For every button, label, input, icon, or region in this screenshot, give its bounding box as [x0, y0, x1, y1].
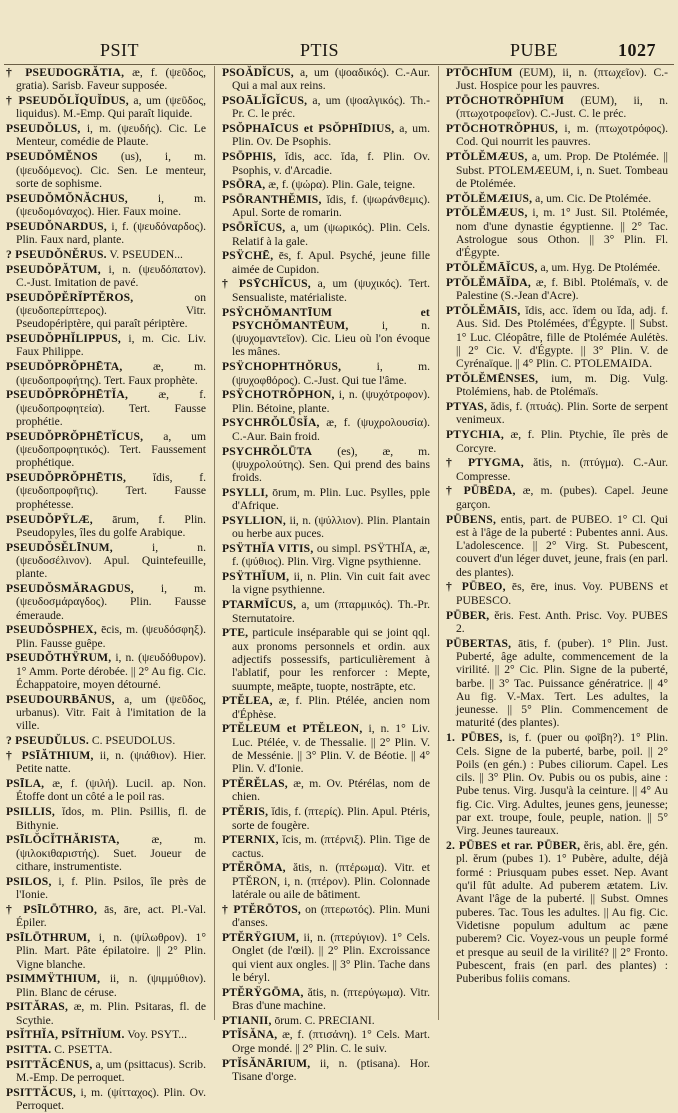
entry-headword: PTŌCHOTRŎPHUS,: [446, 122, 558, 136]
dictionary-entry: [6, 1000, 206, 1027]
dictionary-entry: [446, 192, 668, 205]
entry-definition: a, um (ψωρικός). Plin. Cels. Relatif à la gale.: [232, 221, 430, 248]
entry-definition: ĭdis, f. (ψευδοπροφῆτις). Tert. Fausse prophétesse.: [16, 471, 206, 511]
entry-headword: PSŎPHAĪCUS et PSŎPHĪDIUS,: [222, 122, 395, 136]
header-right-guideword: PUBE: [510, 40, 559, 60]
dictionary-entry: [222, 249, 430, 276]
entry-headword: PTĔLEA,: [222, 694, 273, 708]
entry-headword: PSEUDŎTHŸRUM,: [6, 651, 112, 665]
entry-definition: i, n. (ψευδόπατον). C.-Just. Imitation de pavé.: [16, 262, 206, 289]
dictionary-entry: [6, 332, 206, 359]
entry-definition: (us), i, m. (ψευδόμενος). Cic. Sen. Le menteur, sorte de sophisme.: [16, 150, 206, 190]
entry-definition: i, m. (ψευδομόναχος). Hier. Faux moine.: [16, 191, 206, 218]
entry-definition: ĕris. Fest. Anth. Prisc. Voy. PUBES 2.: [456, 608, 668, 635]
entry-headword: PSŌRĬCUS,: [222, 221, 286, 235]
entry-headword: PSŸTHĬUM,: [222, 570, 290, 584]
entry-headword: PSEUDŎPŸLÆ,: [6, 512, 93, 526]
dictionary-entry: [222, 514, 430, 541]
dictionary-entry: [446, 206, 668, 259]
entry-headword: PSĬTHĬA, PSĬTHĬUM.: [6, 1028, 125, 1042]
entry-headword: PSITĂRAS,: [6, 1000, 69, 1014]
entry-headword: PTĔLEUM et PTĔLEON,: [222, 722, 363, 736]
entry-definition: i, n. (ψευδόθυρον). 1° Amm. Porte dérobée. || 2° Au fig. Cic. Échappatoire, moyen détourné.: [16, 651, 206, 692]
dictionary-entry: [6, 1028, 206, 1041]
dictionary-entry: [222, 861, 430, 901]
entry-headword: † PSEUDOGRĂTIA,: [6, 66, 125, 79]
dictionary-entry: [222, 931, 430, 984]
entry-definition: on (πτερωτός). Plin. Muni d'anses.: [232, 902, 430, 930]
entry-headword: PSITTĂCĒNUS,: [6, 1058, 93, 1072]
entry-headword: PTYCHIA,: [446, 428, 504, 442]
entry-definition: a, um (ψευδοπροφητικός). Tert. Faussement prophétique.: [16, 429, 206, 470]
entry-headword: PSEUDŎSĔLĪNUM,: [6, 540, 113, 554]
entry-headword: PSEUDOURBĀNUS,: [6, 692, 115, 706]
entry-headword: PSOĀLĬGĬCUS,: [222, 94, 308, 108]
dictionary-entry: [222, 277, 430, 304]
dictionary-entry: [446, 637, 668, 730]
entry-headword: PTŌCHOTRŎPHĪUM: [446, 94, 565, 108]
entry-headword: PŪBER,: [446, 608, 490, 622]
dictionary-entry: [6, 833, 206, 873]
dictionary-entry: [6, 541, 206, 581]
entry-headword: PTŎLĔMÆUS,: [446, 150, 528, 164]
entry-headword: PSĪLŎCĬTHĂRISTA,: [6, 833, 120, 847]
dictionary-entry: [222, 486, 430, 513]
entry-headword: † PSĪLŌTHRO,: [6, 902, 98, 916]
entry-definition: i, m. (ψευδοσμάραγδος). Plin. Fausse émeraude.: [16, 581, 206, 622]
entry-headword: PSEUDŎPRŎPHĒTA,: [6, 360, 123, 374]
dictionary-entry: [446, 304, 668, 370]
entry-definition: ĭdos, m. Plin. Psillis, fl. de Bithynie.: [16, 805, 206, 832]
entry-definition: æ, f. (πτισάνη). 1° Cels. Mart. Orge mondé. || 2° Plin. C. le suiv.: [232, 1028, 430, 1055]
dictionary-entry: [222, 722, 430, 775]
entry-definition: i, n. (ψευδοσέλινον). Apul. Quintefeuille, plante.: [16, 540, 206, 581]
dictionary-entry: [446, 456, 668, 483]
entry-definition: ii, n. (ψιάθιον). Hier. Petite natte.: [16, 749, 206, 776]
entry-definition: entis, part. de PUBEO. 1° Cl. Qui est à l'âge de la puberté : Pubentes anni. Aus. L'adolescence. || 2° Virg. St. Pubescent, couvert d'un léger duvet, jeune, frais (en parl. des plantes).: [456, 512, 668, 579]
entry-definition: ārum, f. Plin. Pseudopyles, îles du golfe Arabique.: [16, 512, 206, 539]
entry-definition: a, um (ψεῦδος, urbanus). Vitr. Fait à l'imitation de la ville.: [16, 692, 206, 733]
entry-headword: PSIMMŸTHIUM,: [6, 972, 101, 986]
entry-definition: a, um (ψεῦδος, liquidus). M.-Emp. Qui paraît liquide.: [16, 94, 206, 121]
entry-definition: æ, f. (ψεῦδος, gratia). Sarisb. Faveur supposée.: [16, 66, 206, 93]
dictionary-entry: [222, 833, 430, 860]
entry-headword: PTIANII,: [222, 1013, 272, 1027]
entry-headword: PSEUDŎPRŎPHĒTĬCUS,: [6, 429, 144, 443]
dictionary-entry: [446, 150, 668, 190]
entry-definition: æ, m. (ψιλοκιθαριστής). Suet. Joueur de cithare, instrumentiste.: [16, 833, 206, 873]
entry-headword: † PSEUDŎLĬQUĬDUS,: [6, 94, 129, 108]
entry-definition: on (ψευδοπερίπτερος). Vitr. Pseudopériptère, qui paraît périptère.: [16, 290, 206, 331]
entry-headword: PSEUDŎMŎNĂCHUS,: [6, 191, 128, 205]
entry-definition: ium, m. Dig. Vulg. Ptolémiens, hab. de Ptolémaïs.: [456, 372, 668, 399]
entry-definition: i, m. Cic. Liv. Faux Philippe.: [16, 332, 206, 359]
entry-definition: ĭdis, f. (πτερίς). Plin. Apul. Ptéris, sorte de fougère.: [232, 805, 430, 832]
dictionary-entry: [446, 428, 668, 455]
column-middle: [222, 66, 430, 1083]
entry-definition: ădis, f. (πτυάς). Plin. Sorte de serpent venimeux.: [456, 400, 668, 427]
entry-headword: PSILOS,: [6, 874, 52, 888]
entry-headword: PSEUDŎPRŎPHĒTĬA,: [6, 388, 129, 402]
entry-definition: ĭdis, f. (ψωράνθεμις). Apul. Sorte de romarin.: [232, 193, 430, 220]
entry-headword: PSEUDŎLUS,: [6, 122, 81, 136]
entry-definition: ēs, f. Apul. Psyché, jeune fille aimée de Cupidon.: [232, 249, 430, 276]
entry-definition: a, um. Hyg. De Ptolémée.: [537, 261, 661, 275]
entry-definition: æ, m. (ψευδοπροφήτης). Tert. Faux prophète.: [16, 360, 206, 387]
entry-definition: ōrum, m. Plin. Luc. Psylles, pple d'Afrique.: [232, 485, 430, 513]
dictionary-entry: [222, 94, 430, 121]
entry-definition: æ, f. (ψυχρολουσία). C.-Aur. Bain froid.: [232, 416, 430, 443]
dictionary-entry: [6, 972, 206, 999]
dictionary-entry: [6, 651, 206, 691]
dictionary-entry: [446, 122, 668, 149]
entry-headword: PSEUDŎSMĂRAGDUS,: [6, 581, 134, 595]
dictionary-entry: [446, 400, 668, 427]
entry-definition: ou simpl. PSŸTHĬA, æ, f. (ψύθιος). Plin. Virg. Vigne psythienne.: [232, 542, 430, 569]
entry-definition: a, um. Prop. De Ptolémée. || Subst. PTOLEMÆEUM, i, n. Suet. Tombeau de Ptolémée.: [456, 150, 668, 190]
dictionary-entry: [222, 626, 430, 692]
entry-headword: PSYCHRŎLŪTA: [222, 444, 313, 458]
entry-definition: ii, n. (ψύλλιον). Plin. Plantain ou herbe aux puces.: [232, 514, 430, 541]
entry-definition: V. PSEUDEN...: [106, 247, 183, 261]
page-number: 1027: [618, 40, 656, 60]
entry-headword: PSŌPHIS,: [222, 150, 277, 164]
entry-definition: ii, n. Plin. Vin cuit fait avec la vigne psythienne.: [232, 570, 430, 597]
dictionary-entry: [222, 805, 430, 832]
entry-definition: ĭdis, acc. ĭda, f. Plin. Ov. Psophis, v. d'Arcadie.: [232, 150, 430, 177]
entry-headword: PSĪLA,: [6, 777, 45, 791]
dictionary-entry: [6, 263, 206, 290]
entry-definition: æ, m. (pubes). Capel. Jeune garçon.: [456, 484, 669, 511]
entry-definition: ĭdis, acc. ĭdem ou ĭda, adj. f. Aus. Sid. Des Ptolémées, d'Égypte. || Subst. 1° Luc. Cléopâtre, fille de Ptolémée Aulétès. || 2° Cic. V. d'Égypte. || 3° Plin. V. de Cyrénaïque. || 4° Plin. C. PTOLEMAIDA.: [456, 304, 668, 371]
entry-definition: æ, m. Plin. Psitaras, fl. de Scythie.: [16, 1000, 206, 1027]
entry-definition: C. PSETTA.: [51, 1043, 113, 1057]
entry-definition: ii, n. (πτερύγιον). 1° Cels. Onglet (de l'œil). || 2° Plin. Excroissance qui vient aux ongles. || 3° Plin. Tache dans le béryl.: [232, 930, 430, 984]
entry-definition: a, um (ψυχικός). Tert. Sensualiste, matérialiste.: [232, 277, 430, 304]
entry-headword: PTARMĬCUS,: [222, 598, 297, 612]
entry-definition: C. PSEUDOLUS.: [88, 734, 176, 748]
entry-headword: PTĬSĂNĀRIUM,: [222, 1056, 311, 1070]
entry-definition: ēs, ēre, inus. Voy. PUBENS et PUBESCO.: [456, 580, 668, 607]
entry-definition: i, m. (πτωχοτρόφος). Cod. Qui nourrit les pauvres.: [456, 122, 668, 149]
entry-definition: a, um (ψοαλγικός). Th.-Pr. C. le préc.: [232, 94, 430, 121]
entry-headword: PTYAS,: [446, 400, 488, 414]
dictionary-entry: [222, 221, 430, 248]
entry-definition: æ, m. Ov. Ptérélas, nom de chien.: [232, 777, 430, 804]
entry-headword: PSEUDŎPĂTUM,: [6, 262, 101, 276]
entry-headword: PTŎLĔMÆIUS,: [446, 191, 533, 205]
entry-headword: PSITTA.: [6, 1043, 52, 1057]
dictionary-entry: [6, 875, 206, 902]
entry-headword: PSYCHRŎLŪSĬA,: [222, 416, 320, 430]
entry-definition: a, um. Plin. Ov. De Psophis.: [232, 122, 430, 149]
dictionary-entry: [6, 291, 206, 331]
entry-headword: PTĔRŸGŌMA,: [222, 985, 304, 999]
entry-headword: PTŎLĔMÆUS,: [446, 206, 528, 220]
entry-headword: PTŎLĔMĀĬCUS,: [446, 261, 538, 275]
entry-definition: i, n. 1° Liv. Luc. Ptélée, v. de Thessalie. || 2° Plin. V. de Messénie. || 3° Plin. V. de Béotie. || 4° Plin. V. d'Ionie.: [232, 722, 430, 776]
entry-definition: a, um (ψοαδικός). C.-Aur. Qui a mal aux reins.: [232, 66, 430, 93]
entry-headword: PTĔRIS,: [222, 805, 269, 819]
entry-headword: PŪBENS,: [446, 512, 497, 526]
entry-definition: (es), æ, m. (ψυχρολούτης). Sen. Qui prend des bains froids.: [232, 444, 430, 485]
dictionary-entry: [6, 150, 206, 190]
entry-headword: PŪBERTAS,: [446, 636, 512, 650]
dictionary-entry: [222, 986, 430, 1013]
entry-definition: æ, f. Bibl. Ptolémaïs, v. de Palestine (S.-Jean d'Acre).: [456, 275, 668, 303]
entry-definition: ōrum. C. PRECIANI.: [271, 1013, 375, 1027]
entry-definition: i, f. Plin. Psilos, île près de l'Ionie.: [16, 874, 206, 902]
header-rule: [4, 64, 674, 65]
entry-headword: PSEUDŎPRŎPHĒTIS,: [6, 471, 127, 485]
dictionary-entry: [222, 1028, 430, 1055]
dictionary-entry: [222, 193, 430, 220]
entry-definition: ătis, n. (πτύγμα). C.-Aur. Compresse.: [456, 456, 668, 483]
column-divider: [214, 66, 215, 1020]
entry-headword: PSOĂDĬCUS,: [222, 66, 294, 79]
dictionary-entry: [446, 513, 668, 579]
entry-definition: i, m. (ψυχοφθόρος). C.-Just. Qui tue l'âme.: [232, 360, 430, 387]
entry-definition: i, f. (ψευδόναρδος). Plin. Faux nard, plante.: [16, 219, 206, 247]
entry-headword: 1. PŪBES,: [446, 731, 503, 745]
entry-headword: PSŌRA,: [222, 178, 266, 192]
header-center-guideword: PTIS: [300, 40, 340, 60]
dictionary-entry: [6, 734, 206, 747]
entry-headword: † PSĪĂTHIUM,: [6, 749, 94, 763]
entry-definition: æ, f. Plin. Ptélée, ancien nom d'Éphèse.: [232, 694, 430, 721]
entry-headword: † PŪBĒDA,: [446, 484, 516, 498]
dictionary-entry: [6, 66, 206, 93]
dictionary-entry: [222, 542, 430, 569]
dictionary-entry: [6, 903, 206, 930]
entry-headword: ? PSEUDŎNĔRUS.: [6, 247, 107, 261]
dictionary-entry: [222, 1057, 430, 1084]
dictionary-entry: [222, 416, 430, 443]
dictionary-entry: [6, 1043, 206, 1056]
entry-headword: PTĔRĔLAS,: [222, 777, 288, 791]
entry-headword: PSEUDŎSPHEX,: [6, 623, 97, 637]
entry-headword: PSEUDŎPĔRĬPTĔROS,: [6, 290, 134, 304]
column-right: [446, 66, 668, 1021]
entry-headword: PTĔRŌMA,: [222, 861, 286, 875]
entry-headword: † PTYGMA,: [446, 456, 524, 470]
entry-headword: PSILLIS,: [6, 805, 55, 819]
dictionary-entry: [222, 598, 430, 625]
entry-definition: a, um (πταρμικός). Th.-Pr. Sternutatoire.: [232, 598, 430, 625]
entry-definition: (EUM), ii, n. (πτωχοτροφεῖον). C.-Just. C. le préc.: [456, 94, 668, 121]
entry-headword: PTŌCHĪUM: [446, 66, 513, 79]
entry-headword: PSŸTHĬA VITIS,: [222, 542, 314, 556]
entry-definition: a, um (psittacus). Scrib. M.-Emp. De perroquet.: [16, 1058, 206, 1085]
entry-definition: æ, f. (ψώρα). Plin. Gale, teigne.: [265, 178, 416, 192]
entry-headword: PSŸCHĒ,: [222, 249, 274, 263]
dictionary-entry: [222, 66, 430, 93]
dictionary-entry: [446, 580, 668, 607]
dictionary-entry: [6, 471, 206, 511]
entry-definition: æ, f. Plin. Ptychie, île près de Corcyre.: [456, 428, 668, 455]
column-left: [6, 66, 206, 1113]
dictionary-entry: [222, 360, 430, 387]
dictionary-entry: [222, 122, 430, 149]
dictionary-entry: [222, 306, 430, 359]
dictionary-entry: [6, 360, 206, 387]
entry-definition: ătis, n. (πτέρωμα). Vitr. et PTĔRON, i, n. (πτέρον). Plin. Colonnade latérale ou aile de bâtiment.: [232, 861, 430, 902]
dictionary-entry: [446, 484, 668, 511]
dictionary-entry: [222, 150, 430, 177]
entry-definition: i, m. 1° Just. Sil. Ptolémée, nom d'une dynastie égyptienne. || 2° Tac. Astrologue sous Othon. || 3° Plin. Fl. d'Égypte.: [456, 206, 668, 260]
entry-headword: PTE,: [222, 626, 249, 640]
entry-headword: PTŎLĔMĒNSES,: [446, 372, 539, 386]
dictionary-entry: [222, 1014, 430, 1027]
entry-definition: ătis, n. (πτερύγωμα). Vitr. Bras d'une machine.: [232, 985, 430, 1012]
dictionary-entry: [446, 66, 668, 93]
dictionary-entry: [222, 178, 430, 191]
dictionary-entry: [222, 903, 430, 930]
entry-definition: æ, f. (ψευδοπροφητεία). Tert. Fausse prophétie.: [16, 388, 206, 428]
dictionary-entry: [6, 805, 206, 832]
dictionary-entry: [6, 388, 206, 428]
entry-definition: particule inséparable qui se joint qql. aux pronoms personnels et ordin. aux adjectifs possessifs, particulièrement à l'ablatif, pour les renforcer : Mepte, suumpte, meāpte, tuopte, nostrāpte, etc.: [232, 626, 430, 693]
dictionary-entry: [446, 731, 668, 837]
entry-headword: † PTĔRŌTOS,: [222, 902, 302, 916]
entry-headword: PSŸCHŎMANTĪUM et PSYCHŎMANTĒUM,: [222, 305, 430, 332]
column-divider: [438, 66, 439, 1020]
entry-definition: (EUM), ii, n. (πτωχεῖον). C.-Just. Hospice pour les pauvres.: [456, 66, 668, 93]
entry-headword: PSYLLI,: [222, 485, 269, 499]
dictionary-entry: [6, 931, 206, 971]
entry-definition: is, f. (puer ou φοῖβη?). 1° Plin. Cels. Signe de la puberté, barbe, poil. || 2° Poils (en gén.) : Pubes ciliorum. Capel. Les cils. || 3° Plin. Ov. Pubis ou os pubis, aine : Pube tenus. Virg. Jusqu'à la ceinture. || 4° Au fig. Cic. Virg. Adultes, jeunes gens, jeunesse; par ext. troupe, foule, peuple, nation. || 5° Virg. Jeunes taureaux.: [456, 731, 668, 838]
dictionary-entry: [6, 623, 206, 650]
entry-definition: æ, f. (ψιλή). Lucil. ap. Non. Étoffe dont un côté a le poil ras.: [16, 777, 206, 804]
entry-definition: i, m. (ψευδής). Cic. Le Menteur, comédie de Plaute.: [16, 122, 206, 149]
entry-definition: ĕris, abl. ĕre, gén. pl. ĕrum (pubes 1). 1° Pubère, adulte, déjà formé : Priusquam pubes esset. Nep. Avant qu'il fût adulte. Ad puberem ætatem. Liv. Avant l'âge de la puberté. || Subst. Omnes puberes. Tac. Tous les adultes. || Au fig. Cic. Videtisne populum adultum ac pæne puberem? Cic. Voyez-vous un peuple formé et presque au seuil de la virilité? || 2° Fronto. Pubescent, frais (en parl. des plantes) : Puberibus foliis comans.: [456, 839, 668, 986]
entry-headword: † PŪBEO,: [446, 580, 506, 594]
entry-headword: † PSȲCHĬCUS,: [222, 277, 311, 291]
dictionary-entry: [6, 192, 206, 219]
entry-definition: Voy. PSYT...: [124, 1028, 187, 1042]
dictionary-entry: [6, 1058, 206, 1085]
dictionary-entry: [222, 388, 430, 415]
entry-headword: PSITTĂCUS,: [6, 1086, 76, 1100]
dictionary-entry: [446, 94, 668, 121]
entry-definition: ii, n. (ψιμμύθιον). Plin. Blanc de céruse.: [16, 972, 206, 999]
dictionary-entry: [222, 445, 430, 485]
dictionary-entry: [6, 248, 206, 261]
dictionary-entry: [222, 777, 430, 804]
header-left-guideword: PSIT: [100, 40, 140, 60]
entry-headword: PSEUDŎNARDUS,: [6, 219, 107, 233]
entry-definition: i, n. (ψυχότροφον). Plin. Bétoine, plante.: [232, 388, 430, 415]
dictionary-entry: [446, 372, 668, 399]
entry-headword: PTŎLĔMĀIS,: [446, 304, 521, 318]
dictionary-entry: [6, 513, 206, 540]
dictionary-entry: [446, 839, 668, 985]
entry-headword: ? PSEUDŬLUS.: [6, 734, 89, 748]
entry-headword: PTĬSĂNA,: [222, 1028, 278, 1042]
entry-definition: i, n. (ψίλωθρον). 1° Plin. Mart. Pâte épilatoire. || 2° Plin. Vigne blanche.: [16, 930, 206, 971]
dictionary-entry: [6, 749, 206, 776]
entry-headword: PSĪLŌTHRUM,: [6, 930, 91, 944]
entry-headword: PSŸCHOPHTHŎRUS,: [222, 360, 342, 374]
running-header: [0, 40, 678, 64]
dictionary-entry: [222, 694, 430, 721]
entry-definition: ii, n. (ptisana). Hor. Tisane d'orge.: [232, 1056, 430, 1083]
entry-headword: PTŎLĔMĀĬDA,: [446, 275, 531, 289]
entry-definition: i, n. (ψυχομαντεῖον). Cic. Lieu où l'on évoque les mânes.: [232, 318, 430, 359]
entry-headword: 2. PŪBES et rar. PŪBER,: [446, 839, 581, 853]
dictionary-entry: [446, 609, 668, 636]
dictionary-entry: [222, 570, 430, 597]
entry-definition: ātis, f. (puber). 1° Plin. Just. Puberté, âge adulte, commencement de la virilité. || 2° Cic. Plin. Signe de la puberté, barbe. || 3° Tac. Puissance génératrice. || 4° Au fig. V.-Max. Tert. Les adultes, la jeunesse. || 5° Plin. Commencement de maturité (des plantes).: [456, 636, 668, 730]
dictionary-entry: [446, 261, 668, 274]
dictionary-entry: [6, 122, 206, 149]
entry-headword: PSEUDŎPHĬLIPPUS,: [6, 332, 121, 346]
entry-headword: PSŌRANTHĔMIS,: [222, 193, 322, 207]
entry-definition: ĭcis, m. (πτέρνιξ). Plin. Tige de cactus.: [232, 833, 430, 860]
dictionary-entry: [6, 1086, 206, 1113]
entry-definition: i, m. (ψίτταχος). Plin. Ov. Perroquet.: [16, 1086, 206, 1113]
entry-headword: PSŸCHOTRŎPHON,: [222, 388, 335, 402]
dictionary-entry: [6, 220, 206, 247]
dictionary-entry: [6, 94, 206, 121]
dictionary-entry: [6, 430, 206, 470]
entry-definition: ās, āre, act. Pl.-Val. Épiler.: [16, 902, 206, 930]
entry-definition: ēcis, m. (ψευδόσφηξ). Plin. Fausse guêpe.: [16, 623, 206, 650]
entry-headword: PSEUDŎMĔNOS: [6, 150, 98, 164]
dictionary-entry: [6, 693, 206, 733]
entry-definition: a, um. Cic. De Ptolémée.: [532, 191, 652, 205]
dictionary-entry: [6, 777, 206, 804]
dictionary-entry: [6, 582, 206, 622]
entry-headword: PSYLLION,: [222, 514, 286, 527]
entry-headword: PTERNIX,: [222, 833, 279, 847]
entry-headword: PTĔRŸGIUM,: [222, 930, 300, 944]
dictionary-entry: [446, 276, 668, 303]
